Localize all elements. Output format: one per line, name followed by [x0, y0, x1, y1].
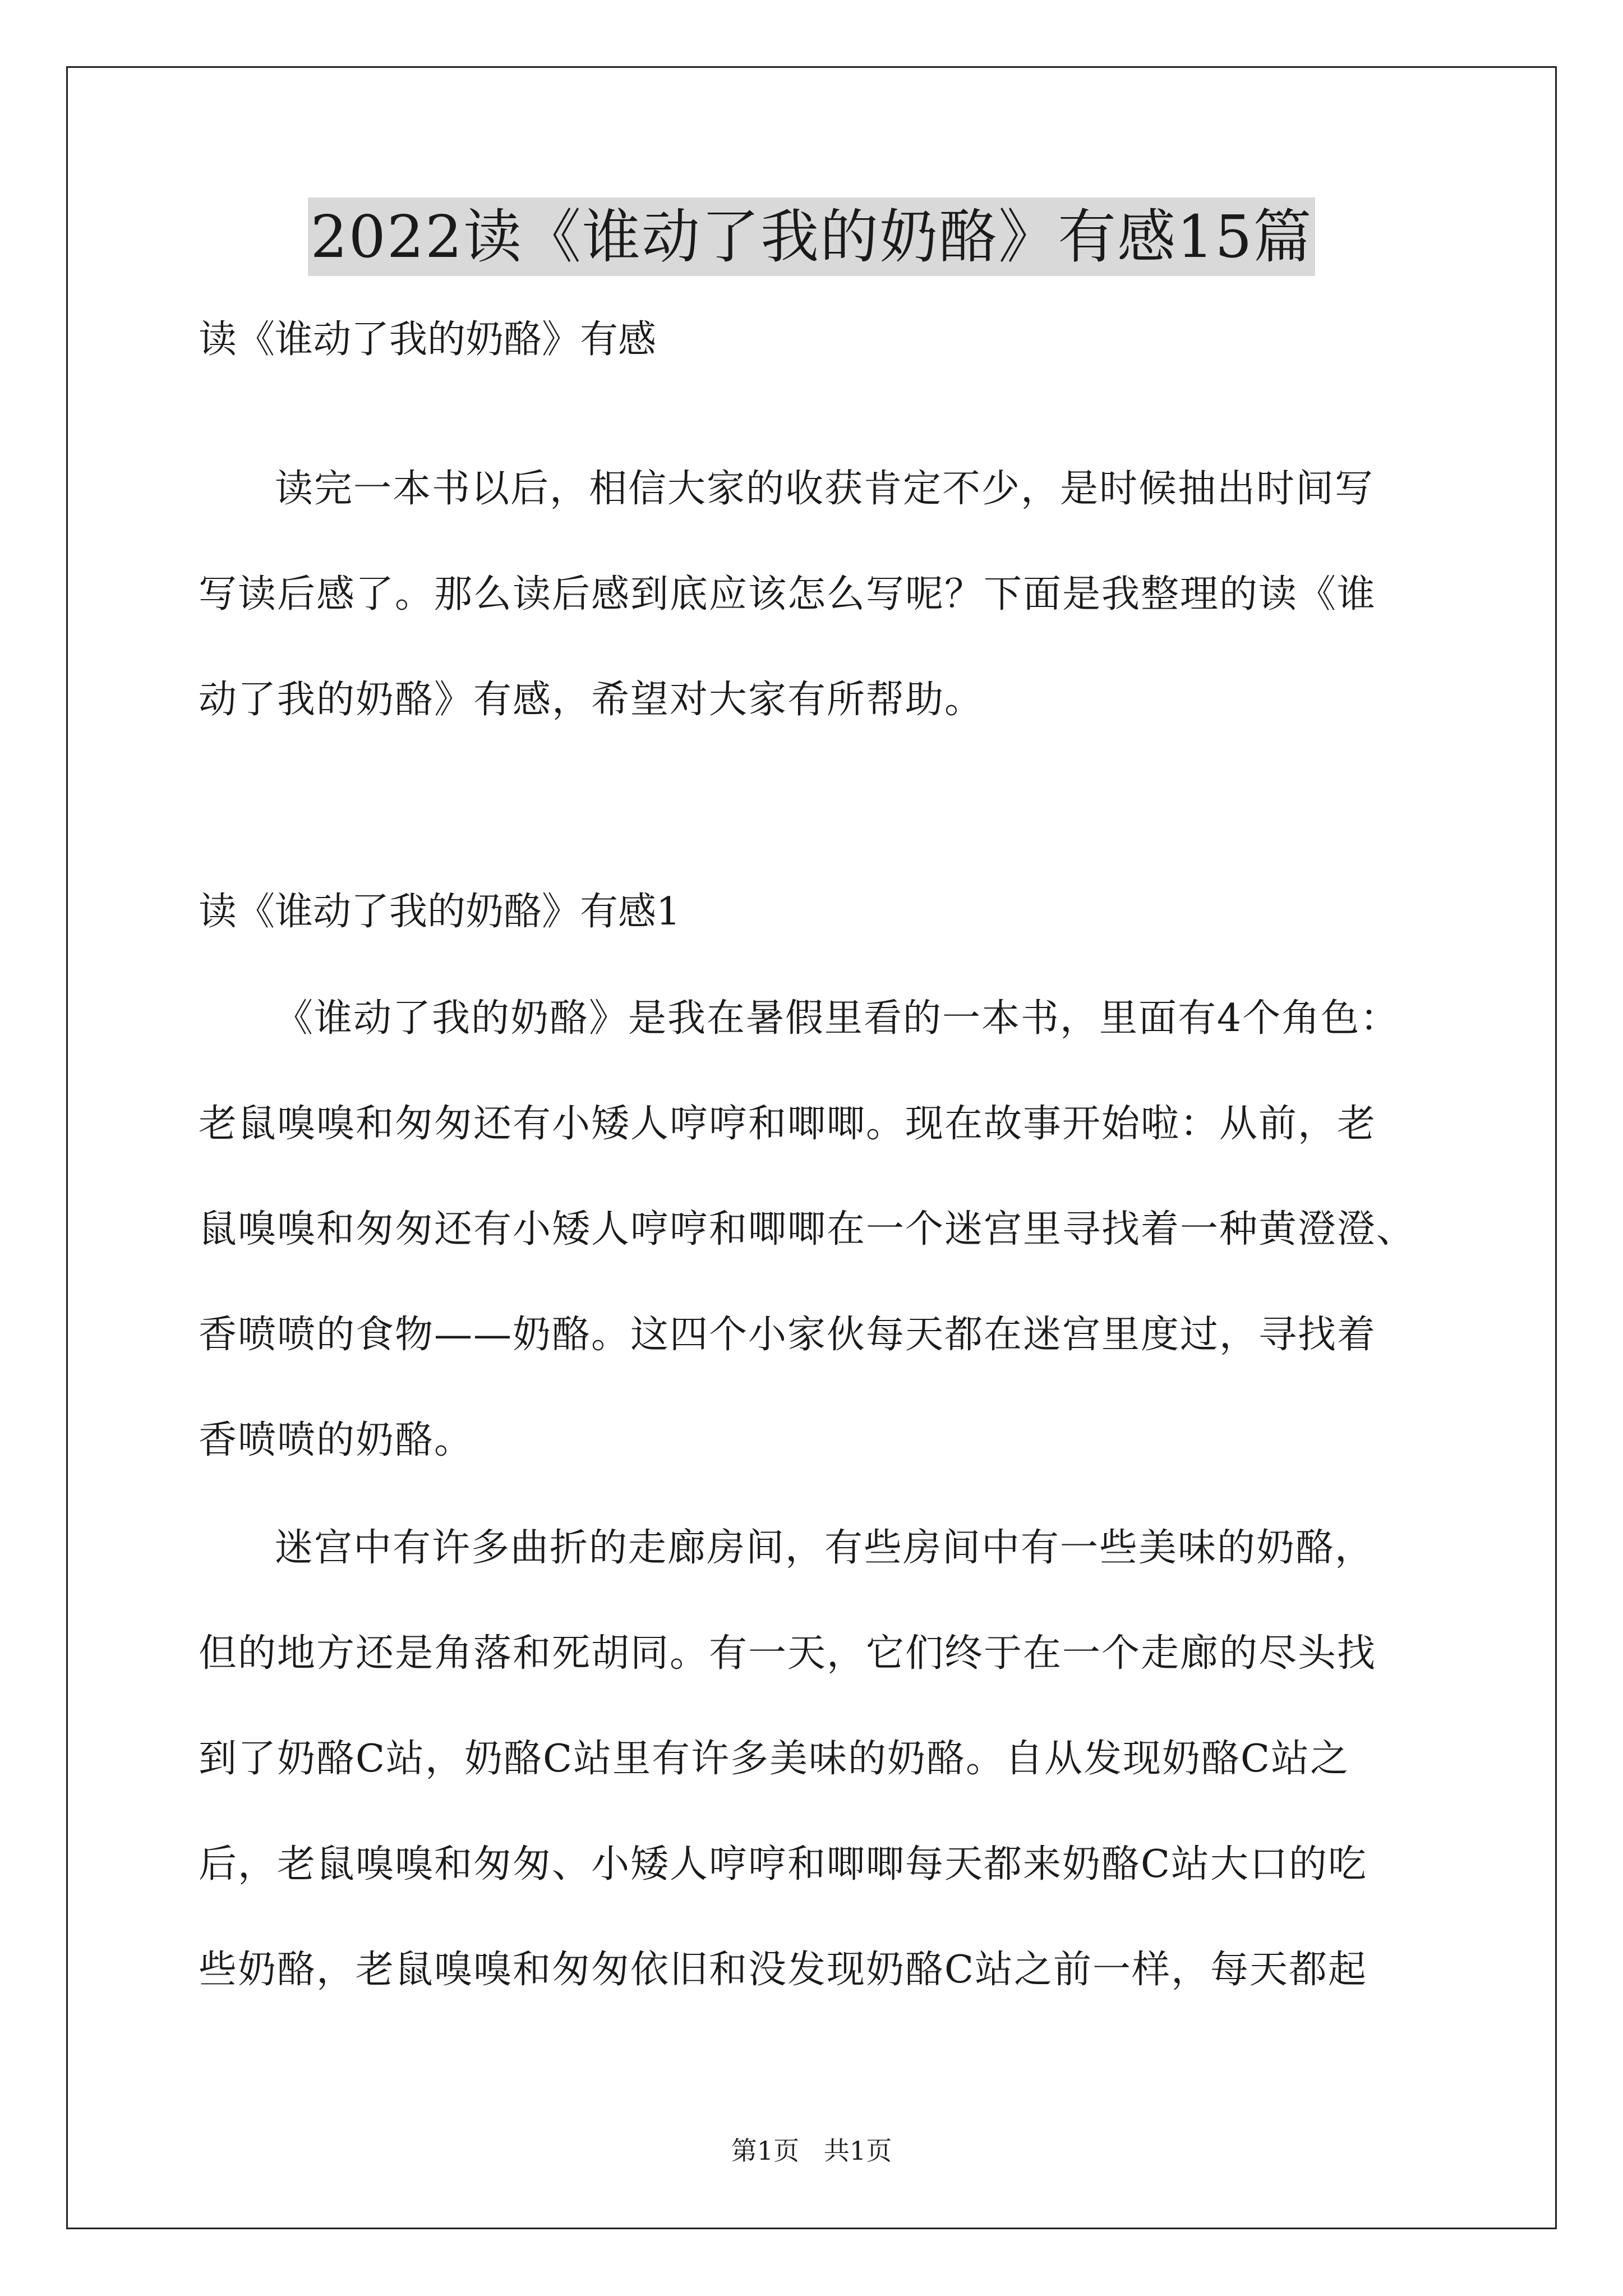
- intro-line: 写读后感了。那么读后感到底应该怎么写呢？下面是我整理的读《谁: [199, 572, 1377, 616]
- page-border: [66, 66, 1557, 2229]
- paragraph-line: 后，老鼠嗅嗅和匆匆、小矮人哼哼和唧唧每天都来奶酪C站大口的吃: [199, 1842, 1368, 1887]
- paragraph-line: 香喷喷的食物——奶酪。这四个小家伙每天都在迷宫里度过，寻找着: [199, 1313, 1377, 1357]
- title-container: [0, 197, 1623, 276]
- intro-line: 动了我的奶酪》有感，希望对大家有所帮助。: [199, 678, 984, 722]
- paragraph-line: 些奶酪，老鼠嗅嗅和匆匆依旧和没发现奶酪C站之前一样，每天都起: [199, 1948, 1368, 1992]
- paragraph-line: 老鼠嗅嗅和匆匆还有小矮人哼哼和唧唧。现在故事开始啦：从前，老: [199, 1102, 1377, 1146]
- intro-heading: 读《谁动了我的奶酪》有感: [199, 318, 657, 362]
- paragraph-line: 鼠嗅嗅和匆匆还有小矮人哼哼和唧唧在一个迷宫里寻找着一种黄澄澄、: [199, 1207, 1416, 1251]
- intro-line: 读完一本书以后，相信大家的收获肯定不少，是时候抽出时间写: [275, 467, 1375, 511]
- paragraph-line: 香喷喷的奶酪。: [199, 1418, 474, 1462]
- document-title: 2022读《谁动了我的奶酪》有感15篇: [308, 197, 1315, 276]
- paragraph-line: 到了奶酪C站，奶酪C站里有许多美味的奶酪。自从发现奶酪C站之: [199, 1737, 1350, 1781]
- page-footer: 第1页 共1页: [731, 2136, 892, 2166]
- paragraph-line: 但的地方还是角落和死胡同。有一天，它们终于在一个走廊的尽头找: [199, 1631, 1377, 1676]
- paragraph-line: 《谁动了我的奶酪》是我在暑假里看的一本书，里面有4个角色：: [275, 996, 1400, 1041]
- section-heading: 读《谁动了我的奶酪》有感1: [199, 890, 681, 934]
- paragraph-line: 迷宫中有许多曲折的走廊房间，有些房间中有一些美味的奶酪，: [275, 1526, 1375, 1570]
